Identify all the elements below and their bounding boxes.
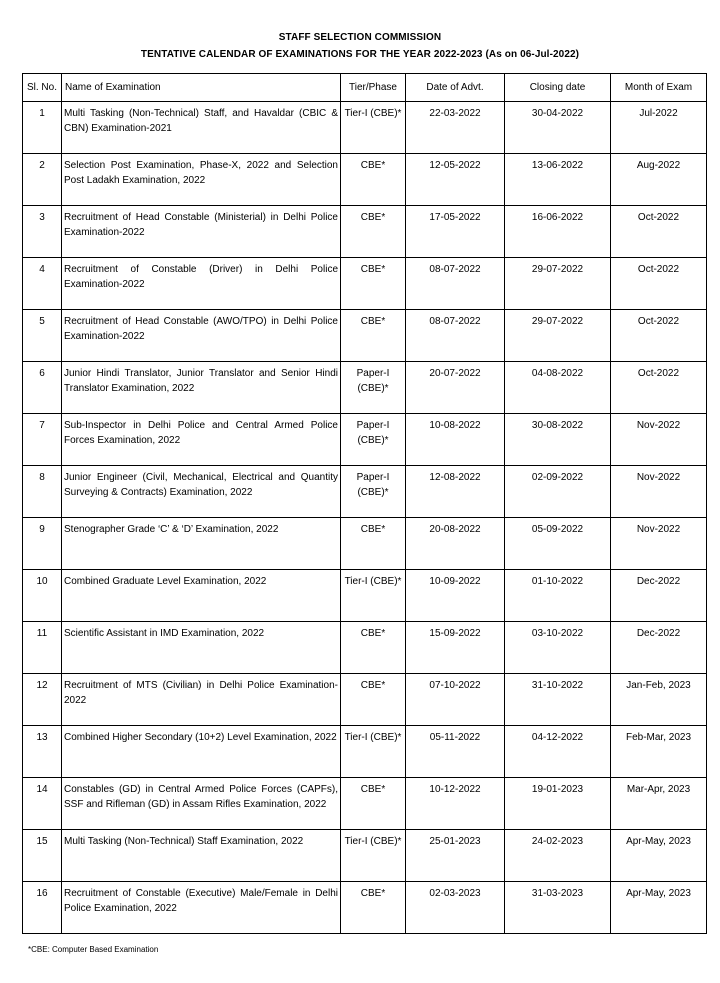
exam-calendar-table (22, 73, 707, 934)
cell-advt-text: 22-03-2022 (429, 108, 481, 119)
cell-sl-text: 15 (36, 836, 48, 847)
cell-sl (23, 258, 62, 310)
cell-name (62, 622, 341, 674)
cell-advt (406, 882, 505, 934)
cell-sl-text: 13 (36, 732, 48, 743)
table-row (23, 414, 707, 466)
cell-tier-text: CBE* (360, 680, 386, 691)
cell-advt (406, 362, 505, 414)
cell-name (62, 310, 341, 362)
cell-name (62, 570, 341, 622)
cell-sl-text: 3 (39, 212, 45, 223)
cell-sl (23, 518, 62, 570)
cell-month-text: Oct-2022 (637, 264, 680, 275)
table-row (23, 362, 707, 414)
cell-name-text: Combined Higher Secondary (10+2) Level Examination, 2022 (64, 732, 337, 743)
column-header: Closing date (505, 74, 611, 102)
cell-advt-text: 10-08-2022 (429, 420, 481, 431)
cell-sl-text: 6 (39, 368, 45, 379)
cell-month-text: Dec-2022 (636, 628, 681, 639)
cell-name (62, 206, 341, 258)
cell-name (62, 102, 341, 154)
cell-advt (406, 258, 505, 310)
cell-name-text: Selection Post Examination, Phase-X, 2022 and Selection Post Ladakh Examination, 2022 (64, 160, 338, 186)
cell-tier (341, 882, 406, 934)
cell-closing-text: 03-10-2022 (531, 628, 584, 639)
cell-name (62, 414, 341, 466)
column-header: Date of Advt. (406, 74, 505, 102)
cell-name-text: Combined Graduate Level Examination, 2022 (64, 576, 267, 587)
cell-sl (23, 310, 62, 362)
cell-month (611, 518, 707, 570)
cell-advt (406, 310, 505, 362)
cell-tier (341, 154, 406, 206)
cell-advt (406, 570, 505, 622)
cell-month-text: Jan-Feb, 2023 (626, 680, 691, 691)
cell-name-text: Recruitment of Head Constable (AWO/TPO) in Delhi Police Examination-2022 (64, 316, 338, 342)
cell-name-text: Multi Tasking (Non-Technical) Staff, and Havaldar (CBIC & CBN) Examination-2021 (64, 108, 338, 134)
cell-tier-text: Paper-I (CBE)* (356, 420, 390, 446)
cell-closing (505, 466, 611, 518)
cell-name (62, 830, 341, 882)
cell-advt-text: 12-08-2022 (429, 472, 481, 483)
cell-tier-text: Tier-I (CBE)* (344, 576, 402, 587)
cell-tier-text: Paper-I (CBE)* (356, 472, 390, 498)
cell-name-text: Recruitment of Constable (Executive) Male/Female in Delhi Police Examination, 2022 (64, 888, 338, 914)
cell-tier-text: Paper-I (CBE)* (356, 368, 390, 394)
cell-name (62, 362, 341, 414)
table-row (23, 206, 707, 258)
cell-sl (23, 362, 62, 414)
cell-advt-text: 08-07-2022 (429, 316, 481, 327)
cell-tier (341, 414, 406, 466)
cell-name (62, 674, 341, 726)
cell-closing (505, 778, 611, 830)
cell-advt-text: 08-07-2022 (429, 264, 481, 275)
cell-month (611, 674, 707, 726)
table-row (23, 726, 707, 778)
cell-closing-text: 29-07-2022 (531, 316, 584, 327)
cell-tier-text: Tier-I (CBE)* (344, 108, 402, 119)
cell-month (611, 414, 707, 466)
cell-advt-text: 02-03-2023 (429, 888, 481, 899)
column-header: Month of Exam (611, 74, 707, 102)
cell-tier (341, 362, 406, 414)
cell-month (611, 362, 707, 414)
cell-month (611, 154, 707, 206)
cell-tier-text: CBE* (360, 524, 386, 535)
cell-month (611, 102, 707, 154)
cell-sl (23, 466, 62, 518)
cell-month-text: Aug-2022 (636, 160, 681, 171)
cell-closing-text: 04-12-2022 (531, 732, 584, 743)
cell-closing-text: 05-09-2022 (531, 524, 584, 535)
cell-tier (341, 518, 406, 570)
table-row (23, 154, 707, 206)
cell-closing-text: 30-08-2022 (531, 420, 584, 431)
cell-month-text: Mar-Apr, 2023 (626, 784, 691, 795)
cell-closing-text: 29-07-2022 (531, 264, 584, 275)
cell-closing (505, 622, 611, 674)
cell-tier-text: CBE* (360, 888, 386, 899)
cell-month-text: Oct-2022 (637, 368, 680, 379)
cell-closing-text: 04-08-2022 (531, 368, 584, 379)
cell-closing (505, 154, 611, 206)
cell-advt (406, 830, 505, 882)
cell-month-text: Nov-2022 (636, 420, 681, 431)
cell-name-text: Scientific Assistant in IMD Examination, 2022 (64, 628, 265, 639)
column-header: Name of Examination (62, 74, 341, 102)
cell-sl (23, 206, 62, 258)
cell-sl (23, 570, 62, 622)
cell-name-text: Junior Hindi Translator, Junior Translator and Senior Hindi Translator Examination, 2022 (64, 368, 338, 394)
cell-closing (505, 310, 611, 362)
cell-closing (505, 570, 611, 622)
cell-tier (341, 310, 406, 362)
cell-tier-text: CBE* (360, 160, 386, 171)
table-header-row (23, 74, 707, 102)
cell-closing-text: 16-06-2022 (531, 212, 584, 223)
cell-sl-text: 7 (39, 420, 45, 431)
column-header: Tier/Phase (341, 74, 406, 102)
cell-closing (505, 674, 611, 726)
cell-tier (341, 622, 406, 674)
cell-sl (23, 830, 62, 882)
footnote: *CBE: Computer Based Examination (28, 945, 159, 954)
cell-closing (505, 414, 611, 466)
cell-tier (341, 258, 406, 310)
cell-tier-text: Tier-I (CBE)* (344, 732, 402, 743)
cell-month-text: Apr-May, 2023 (626, 836, 691, 847)
table-row (23, 310, 707, 362)
cell-closing (505, 258, 611, 310)
cell-name (62, 778, 341, 830)
cell-tier (341, 674, 406, 726)
cell-sl-text: 16 (36, 888, 48, 899)
cell-month (611, 622, 707, 674)
cell-name-text: Multi Tasking (Non-Technical) Staff Examination, 2022 (64, 836, 304, 847)
cell-tier (341, 778, 406, 830)
cell-name-text: Recruitment of Constable (Driver) in Delhi Police Examination-2022 (64, 264, 338, 290)
cell-sl-text: 12 (36, 680, 48, 691)
cell-sl (23, 414, 62, 466)
cell-advt-text: 12-05-2022 (429, 160, 481, 171)
cell-closing (505, 362, 611, 414)
cell-sl-text: 11 (36, 628, 48, 639)
cell-name (62, 518, 341, 570)
cell-sl-text: 1 (39, 108, 45, 119)
cell-sl (23, 102, 62, 154)
cell-sl-text: 9 (39, 524, 45, 535)
cell-name (62, 726, 341, 778)
cell-name-text: Recruitment of Head Constable (Ministerial) in Delhi Police Examination-2022 (64, 212, 338, 238)
cell-tier-text: CBE* (360, 264, 386, 275)
cell-closing-text: 02-09-2022 (531, 472, 584, 483)
cell-advt-text: 20-08-2022 (429, 524, 481, 535)
cell-advt-text: 10-12-2022 (429, 784, 481, 795)
cell-name-text: Constables (GD) in Central Armed Police Forces (CAPFs), SSF and Rifleman (GD) in Assam Rifles Examination, 2022 (64, 784, 338, 810)
cell-closing-text: 30-04-2022 (531, 108, 584, 119)
cell-month (611, 206, 707, 258)
cell-month (611, 830, 707, 882)
cell-name-text: Recruitment of MTS (Civilian) in Delhi Police Examination- 2022 (64, 680, 338, 706)
cell-name (62, 466, 341, 518)
cell-advt-text: 25-01-2023 (429, 836, 481, 847)
cell-name (62, 258, 341, 310)
cell-closing-text: 19-01-2023 (531, 784, 584, 795)
cell-advt-text: 05-11-2022 (429, 732, 481, 743)
cell-advt-text: 10-09-2022 (429, 576, 481, 587)
cell-sl-text: 10 (36, 576, 48, 587)
cell-month (611, 726, 707, 778)
cell-month-text: Jul-2022 (639, 108, 678, 119)
cell-advt (406, 674, 505, 726)
cell-tier (341, 726, 406, 778)
cell-month-text: Nov-2022 (636, 472, 681, 483)
table-row (23, 674, 707, 726)
document-organization: STAFF SELECTION COMMISSION (278, 32, 442, 43)
cell-sl-text: 5 (39, 316, 45, 327)
cell-name (62, 154, 341, 206)
cell-advt (406, 622, 505, 674)
cell-tier (341, 102, 406, 154)
cell-tier-text: CBE* (360, 784, 386, 795)
cell-advt (406, 102, 505, 154)
table-row (23, 102, 707, 154)
cell-closing (505, 206, 611, 258)
cell-month-text: Dec-2022 (636, 576, 681, 587)
cell-month (611, 882, 707, 934)
cell-month-text: Oct-2022 (637, 316, 680, 327)
table-row (23, 518, 707, 570)
cell-tier-text: Tier-I (CBE)* (344, 836, 402, 847)
cell-name-text: Sub-Inspector in Delhi Police and Central Armed Police Forces Examination, 2022 (64, 420, 338, 446)
cell-sl (23, 778, 62, 830)
cell-closing (505, 830, 611, 882)
table-row (23, 258, 707, 310)
table-row (23, 830, 707, 882)
cell-closing-text: 31-10-2022 (531, 680, 584, 691)
cell-advt (406, 778, 505, 830)
cell-advt-text: 15-09-2022 (429, 628, 481, 639)
table-row (23, 570, 707, 622)
table-row (23, 466, 707, 518)
cell-tier (341, 830, 406, 882)
cell-advt (406, 414, 505, 466)
table-row (23, 622, 707, 674)
cell-sl (23, 674, 62, 726)
cell-month-text: Oct-2022 (637, 212, 680, 223)
cell-sl-text: 8 (39, 472, 45, 483)
cell-sl (23, 154, 62, 206)
table-row (23, 882, 707, 934)
cell-tier-text: CBE* (360, 212, 386, 223)
cell-advt-text: 17-05-2022 (429, 212, 481, 223)
cell-name (62, 882, 341, 934)
cell-month-text: Feb-Mar, 2023 (625, 732, 692, 743)
cell-advt (406, 206, 505, 258)
cell-name-text: Stenographer Grade ‘C’ & ‘D’ Examination, 2022 (64, 524, 279, 535)
cell-sl (23, 726, 62, 778)
cell-month (611, 570, 707, 622)
cell-sl-text: 2 (39, 160, 45, 171)
cell-advt-text: 20-07-2022 (429, 368, 481, 379)
document-subtitle: TENTATIVE CALENDAR OF EXAMINATIONS FOR THE YEAR 2022-2023 (As on 06-Jul-2022) (140, 49, 580, 60)
cell-closing-text: 13-06-2022 (531, 160, 584, 171)
cell-advt (406, 518, 505, 570)
cell-advt (406, 154, 505, 206)
cell-sl-text: 14 (36, 784, 48, 795)
cell-tier (341, 570, 406, 622)
cell-closing (505, 882, 611, 934)
table-row (23, 778, 707, 830)
cell-advt (406, 726, 505, 778)
cell-closing-text: 24-02-2023 (531, 836, 584, 847)
cell-month-text: Apr-May, 2023 (626, 888, 691, 899)
cell-sl-text: 4 (39, 264, 45, 275)
cell-advt-text: 07-10-2022 (429, 680, 481, 691)
cell-month (611, 258, 707, 310)
cell-sl (23, 622, 62, 674)
cell-name-text: Junior Engineer (Civil, Mechanical, Electrical and Quantity Surveying & Contracts) Examination, 2022 (64, 472, 338, 498)
cell-closing (505, 102, 611, 154)
cell-tier (341, 206, 406, 258)
cell-month (611, 466, 707, 518)
cell-closing (505, 518, 611, 570)
cell-advt (406, 466, 505, 518)
column-header: Sl. No. (23, 74, 62, 102)
cell-month (611, 310, 707, 362)
cell-closing-text: 01-10-2022 (531, 576, 584, 587)
cell-closing-text: 31-03-2023 (531, 888, 584, 899)
cell-tier-text: CBE* (360, 316, 386, 327)
cell-sl (23, 882, 62, 934)
cell-month (611, 778, 707, 830)
cell-tier (341, 466, 406, 518)
cell-month-text: Nov-2022 (636, 524, 681, 535)
cell-closing (505, 726, 611, 778)
cell-tier-text: CBE* (360, 628, 386, 639)
